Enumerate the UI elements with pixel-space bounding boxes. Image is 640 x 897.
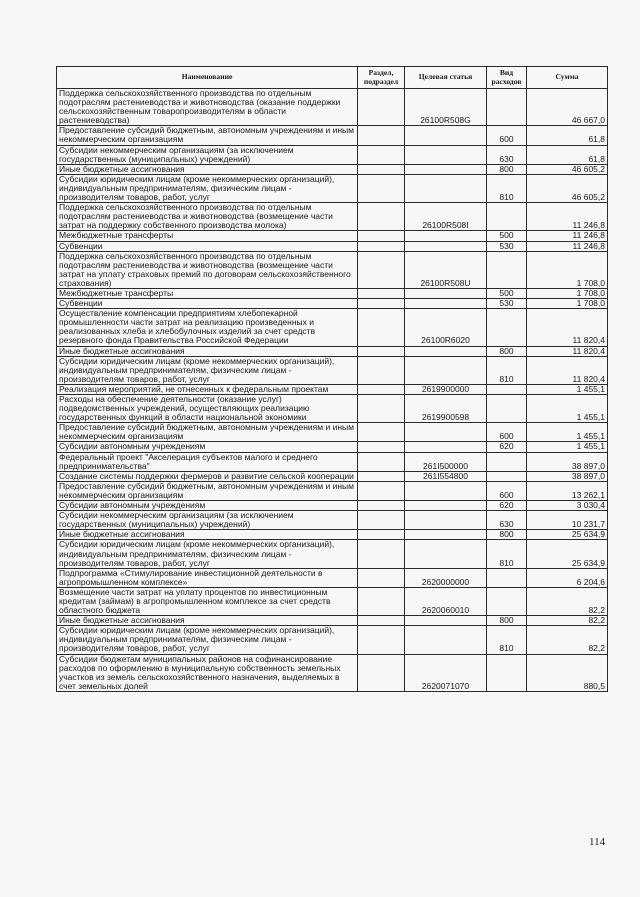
cell-section xyxy=(358,587,405,615)
table-row xyxy=(57,395,608,423)
cell-name: Иные бюджетные ассигнования xyxy=(57,164,358,174)
cell-name: Реализация мероприятий, не отнесенных к федеральным проектам xyxy=(57,384,358,394)
cell-target: 26100R508I xyxy=(405,203,487,231)
cell-sum: 1 455,1 xyxy=(527,442,608,452)
cell-target xyxy=(405,174,487,202)
table-row xyxy=(57,164,608,174)
cell-type xyxy=(487,471,527,481)
cell-type: 600 xyxy=(487,423,527,442)
cell-name: Субсидии юридическим лицам (кроме некоммерческих организаций), индивидуальным предпринимателям, физическим лицам - производителям товаров, работ, услуг xyxy=(57,356,358,384)
cell-target xyxy=(405,530,487,540)
cell-sum: 11 820,4 xyxy=(527,309,608,346)
table-row xyxy=(57,616,608,626)
table-row xyxy=(57,423,608,442)
cell-sum: 880,5 xyxy=(527,654,608,691)
cell-name: Поддержка сельскохозяйственного производства по отдельным подотраслям растениеводства и животноводства (возмещение части затрат на поддержку собственного производства молока) xyxy=(57,203,358,231)
header-target: Целевая статья xyxy=(405,67,487,89)
cell-target: 26100R508G xyxy=(405,89,487,126)
cell-sum: 38 897,0 xyxy=(527,452,608,471)
cell-sum: 11 246,8 xyxy=(527,241,608,251)
cell-section xyxy=(358,346,405,356)
cell-sum: 1 455,1 xyxy=(527,395,608,423)
cell-type xyxy=(487,587,527,615)
cell-target: 261I554800 xyxy=(405,471,487,481)
cell-type: 630 xyxy=(487,145,527,164)
cell-sum: 82,2 xyxy=(527,626,608,654)
cell-type: 800 xyxy=(487,616,527,626)
cell-type xyxy=(487,395,527,423)
cell-type: 800 xyxy=(487,164,527,174)
cell-type: 800 xyxy=(487,530,527,540)
cell-type xyxy=(487,654,527,691)
cell-sum: 11 820,4 xyxy=(527,356,608,384)
cell-name: Поддержка сельскохозяйственного производства по отдельным подотраслям растениеводства и животноводства (оказание поддержки сельскохозяйственным товаропроизводителям в области растениеводства) xyxy=(57,89,358,126)
cell-sum: 6 204,6 xyxy=(527,568,608,587)
cell-target xyxy=(405,231,487,241)
cell-section xyxy=(358,251,405,288)
cell-sum: 1 455,1 xyxy=(527,384,608,394)
cell-name: Субсидии некоммерческим организациям (за исключением государственных (муниципальных) учреждений) xyxy=(57,145,358,164)
table-row xyxy=(57,346,608,356)
cell-section xyxy=(358,299,405,309)
cell-name: Субсидии некоммерческим организациям (за исключением государственных (муниципальных) учреждений) xyxy=(57,511,358,530)
cell-section xyxy=(358,145,405,164)
table-row xyxy=(57,452,608,471)
cell-target xyxy=(405,511,487,530)
table-row xyxy=(57,145,608,164)
cell-sum: 82,2 xyxy=(527,616,608,626)
header-sum: Сумма xyxy=(527,67,608,89)
cell-type: 810 xyxy=(487,626,527,654)
cell-type xyxy=(487,89,527,126)
cell-target: 26100R508U xyxy=(405,251,487,288)
cell-type xyxy=(487,384,527,394)
table-row xyxy=(57,251,608,288)
cell-name: Предоставление субсидий бюджетным, автономным учреждениям и иным некоммерческим организациям xyxy=(57,481,358,500)
cell-type: 800 xyxy=(487,346,527,356)
table-row xyxy=(57,481,608,500)
cell-type: 620 xyxy=(487,442,527,452)
cell-name: Поддержка сельскохозяйственного производства по отдельным подотраслям растениеводства и животноводства (возмещение части затрат на уплату страховых премий по договорам сельскохозяйственного страхования) xyxy=(57,251,358,288)
cell-section xyxy=(358,481,405,500)
cell-type xyxy=(487,452,527,471)
cell-target xyxy=(405,145,487,164)
cell-sum: 46 667,0 xyxy=(527,89,608,126)
cell-sum: 11 246,8 xyxy=(527,203,608,231)
cell-target xyxy=(405,481,487,500)
cell-target xyxy=(405,616,487,626)
cell-name: Субсидии юридическим лицам (кроме некоммерческих организаций), индивидуальным предпринимателям, физическим лицам - производителям товаров, работ, услуг xyxy=(57,626,358,654)
cell-target xyxy=(405,540,487,568)
cell-section xyxy=(358,231,405,241)
cell-name: Расходы на обеспечение деятельности (оказание услуг) подведомственных учреждений, осуществляющих реализацию государственных функций в области национальной экономики xyxy=(57,395,358,423)
cell-section xyxy=(358,654,405,691)
cell-target: 2619900000 xyxy=(405,384,487,394)
table-row xyxy=(57,288,608,298)
cell-sum: 61,8 xyxy=(527,145,608,164)
cell-type: 810 xyxy=(487,540,527,568)
cell-sum: 10 231,7 xyxy=(527,511,608,530)
cell-sum: 25 634,9 xyxy=(527,530,608,540)
table-row xyxy=(57,203,608,231)
cell-target: 2620000000 xyxy=(405,568,487,587)
cell-name: Субсидии бюджетам муниципальных районов на софинансирование расходов по оформлению в муниципальную собственность земельных участков из земель сельскохозяйственного назначения, выделяемых в счет земельных долей xyxy=(57,654,358,691)
cell-type: 530 xyxy=(487,241,527,251)
cell-section xyxy=(358,241,405,251)
table-row xyxy=(57,174,608,202)
cell-type: 600 xyxy=(487,481,527,500)
table-row xyxy=(57,309,608,346)
cell-target xyxy=(405,423,487,442)
cell-name: Подпрограмма «Стимулирование инвестиционной деятельности в агропромышленном комплексе» xyxy=(57,568,358,587)
cell-target: 2620071070 xyxy=(405,654,487,691)
page-number: 114 xyxy=(589,836,606,848)
cell-target xyxy=(405,626,487,654)
cell-section xyxy=(358,568,405,587)
cell-name: Возмещение части затрат на уплату процентов по инвестиционным кредитам (займам) в агропромышленном комплексе за счет средств областного бюджета xyxy=(57,587,358,615)
cell-type xyxy=(487,203,527,231)
cell-name: Субсидии юридическим лицам (кроме некоммерческих организаций), индивидуальным предпринимателям, физическим лицам - производителям товаров, работ, услуг xyxy=(57,174,358,202)
cell-section xyxy=(358,626,405,654)
cell-section xyxy=(358,395,405,423)
cell-sum: 1 708,0 xyxy=(527,251,608,288)
cell-section xyxy=(358,423,405,442)
cell-section xyxy=(358,471,405,481)
cell-type: 810 xyxy=(487,356,527,384)
cell-name: Межбюджетные трансферты xyxy=(57,288,358,298)
table-row xyxy=(57,587,608,615)
cell-sum: 61,8 xyxy=(527,126,608,145)
table-row xyxy=(57,511,608,530)
cell-section xyxy=(358,511,405,530)
cell-sum: 38 897,0 xyxy=(527,471,608,481)
cell-section xyxy=(358,384,405,394)
table-row xyxy=(57,442,608,452)
cell-target: 261I500000 xyxy=(405,452,487,471)
table-row xyxy=(57,126,608,145)
cell-sum: 46 605,2 xyxy=(527,174,608,202)
table-row xyxy=(57,471,608,481)
cell-section xyxy=(358,174,405,202)
cell-name: Предоставление субсидий бюджетным, автономным учреждениям и иным некоммерческим организациям xyxy=(57,126,358,145)
cell-sum: 11 246,8 xyxy=(527,231,608,241)
cell-name: Субсидии юридическим лицам (кроме некоммерческих организаций), индивидуальным предпринимателям, физическим лицам - производителям товаров, работ, услуг xyxy=(57,540,358,568)
cell-name: Субвенции xyxy=(57,299,358,309)
cell-name: Иные бюджетные ассигнования xyxy=(57,616,358,626)
cell-sum: 13 262,1 xyxy=(527,481,608,500)
cell-section xyxy=(358,89,405,126)
table-row xyxy=(57,241,608,251)
cell-target: 2620060010 xyxy=(405,587,487,615)
cell-name: Иные бюджетные ассигнования xyxy=(57,530,358,540)
header-name: Наименование xyxy=(57,67,358,89)
cell-target xyxy=(405,126,487,145)
cell-sum: 3 030,4 xyxy=(527,501,608,511)
cell-type xyxy=(487,309,527,346)
cell-name: Субвенции xyxy=(57,241,358,251)
cell-sum: 1 455,1 xyxy=(527,423,608,442)
table-row xyxy=(57,568,608,587)
table-row xyxy=(57,299,608,309)
cell-type: 500 xyxy=(487,288,527,298)
cell-sum: 46 605,2 xyxy=(527,164,608,174)
cell-section xyxy=(358,288,405,298)
cell-type: 810 xyxy=(487,174,527,202)
cell-target xyxy=(405,501,487,511)
cell-section xyxy=(358,616,405,626)
table-row xyxy=(57,89,608,126)
table-row xyxy=(57,356,608,384)
cell-section xyxy=(358,530,405,540)
table-row xyxy=(57,530,608,540)
cell-sum: 25 634,9 xyxy=(527,540,608,568)
table-row xyxy=(57,231,608,241)
cell-sum: 82,2 xyxy=(527,587,608,615)
header-type: Вид расходов xyxy=(487,67,527,89)
cell-sum: 11 820,4 xyxy=(527,346,608,356)
cell-target: 26100R6020 xyxy=(405,309,487,346)
cell-type xyxy=(487,568,527,587)
cell-target xyxy=(405,288,487,298)
budget-table xyxy=(56,66,608,692)
table-header-row xyxy=(57,67,608,89)
cell-target: 2619900598 xyxy=(405,395,487,423)
cell-name: Субсидии автономным учреждениям xyxy=(57,501,358,511)
cell-section xyxy=(358,452,405,471)
table-row xyxy=(57,384,608,394)
cell-section xyxy=(358,442,405,452)
cell-target xyxy=(405,241,487,251)
cell-type: 500 xyxy=(487,231,527,241)
cell-type xyxy=(487,251,527,288)
cell-type: 600 xyxy=(487,126,527,145)
cell-target xyxy=(405,164,487,174)
cell-sum: 1 708,0 xyxy=(527,288,608,298)
cell-name: Субсидии автономным учреждениям xyxy=(57,442,358,452)
cell-target xyxy=(405,356,487,384)
cell-section xyxy=(358,356,405,384)
cell-name: Федеральный проект "Акселерация субъектов малого и среднего предпринимательства" xyxy=(57,452,358,471)
cell-section xyxy=(358,501,405,511)
cell-section xyxy=(358,126,405,145)
cell-section xyxy=(358,540,405,568)
cell-name: Создание системы поддержки фермеров и развитие сельской кооперации xyxy=(57,471,358,481)
cell-target xyxy=(405,346,487,356)
cell-name: Осуществление компенсации предприятиям хлебопекарной промышленности части затрат на реализацию произведенных и реализованных хлеба и хлебобулочных изделий за счет средств резервного фонда Правительства Российской Федерации xyxy=(57,309,358,346)
cell-section xyxy=(358,164,405,174)
cell-name: Иные бюджетные ассигнования xyxy=(57,346,358,356)
table-row xyxy=(57,501,608,511)
cell-sum: 1 708,0 xyxy=(527,299,608,309)
cell-section xyxy=(358,203,405,231)
table-row xyxy=(57,626,608,654)
cell-target xyxy=(405,442,487,452)
cell-type: 630 xyxy=(487,511,527,530)
table-row xyxy=(57,540,608,568)
cell-section xyxy=(358,309,405,346)
header-section: Раздел, подраздел xyxy=(358,67,405,89)
cell-name: Межбюджетные трансферты xyxy=(57,231,358,241)
cell-name: Предоставление субсидий бюджетным, автономным учреждениям и иным некоммерческим организациям xyxy=(57,423,358,442)
cell-type: 530 xyxy=(487,299,527,309)
table-row xyxy=(57,654,608,691)
cell-target xyxy=(405,299,487,309)
cell-type: 620 xyxy=(487,501,527,511)
